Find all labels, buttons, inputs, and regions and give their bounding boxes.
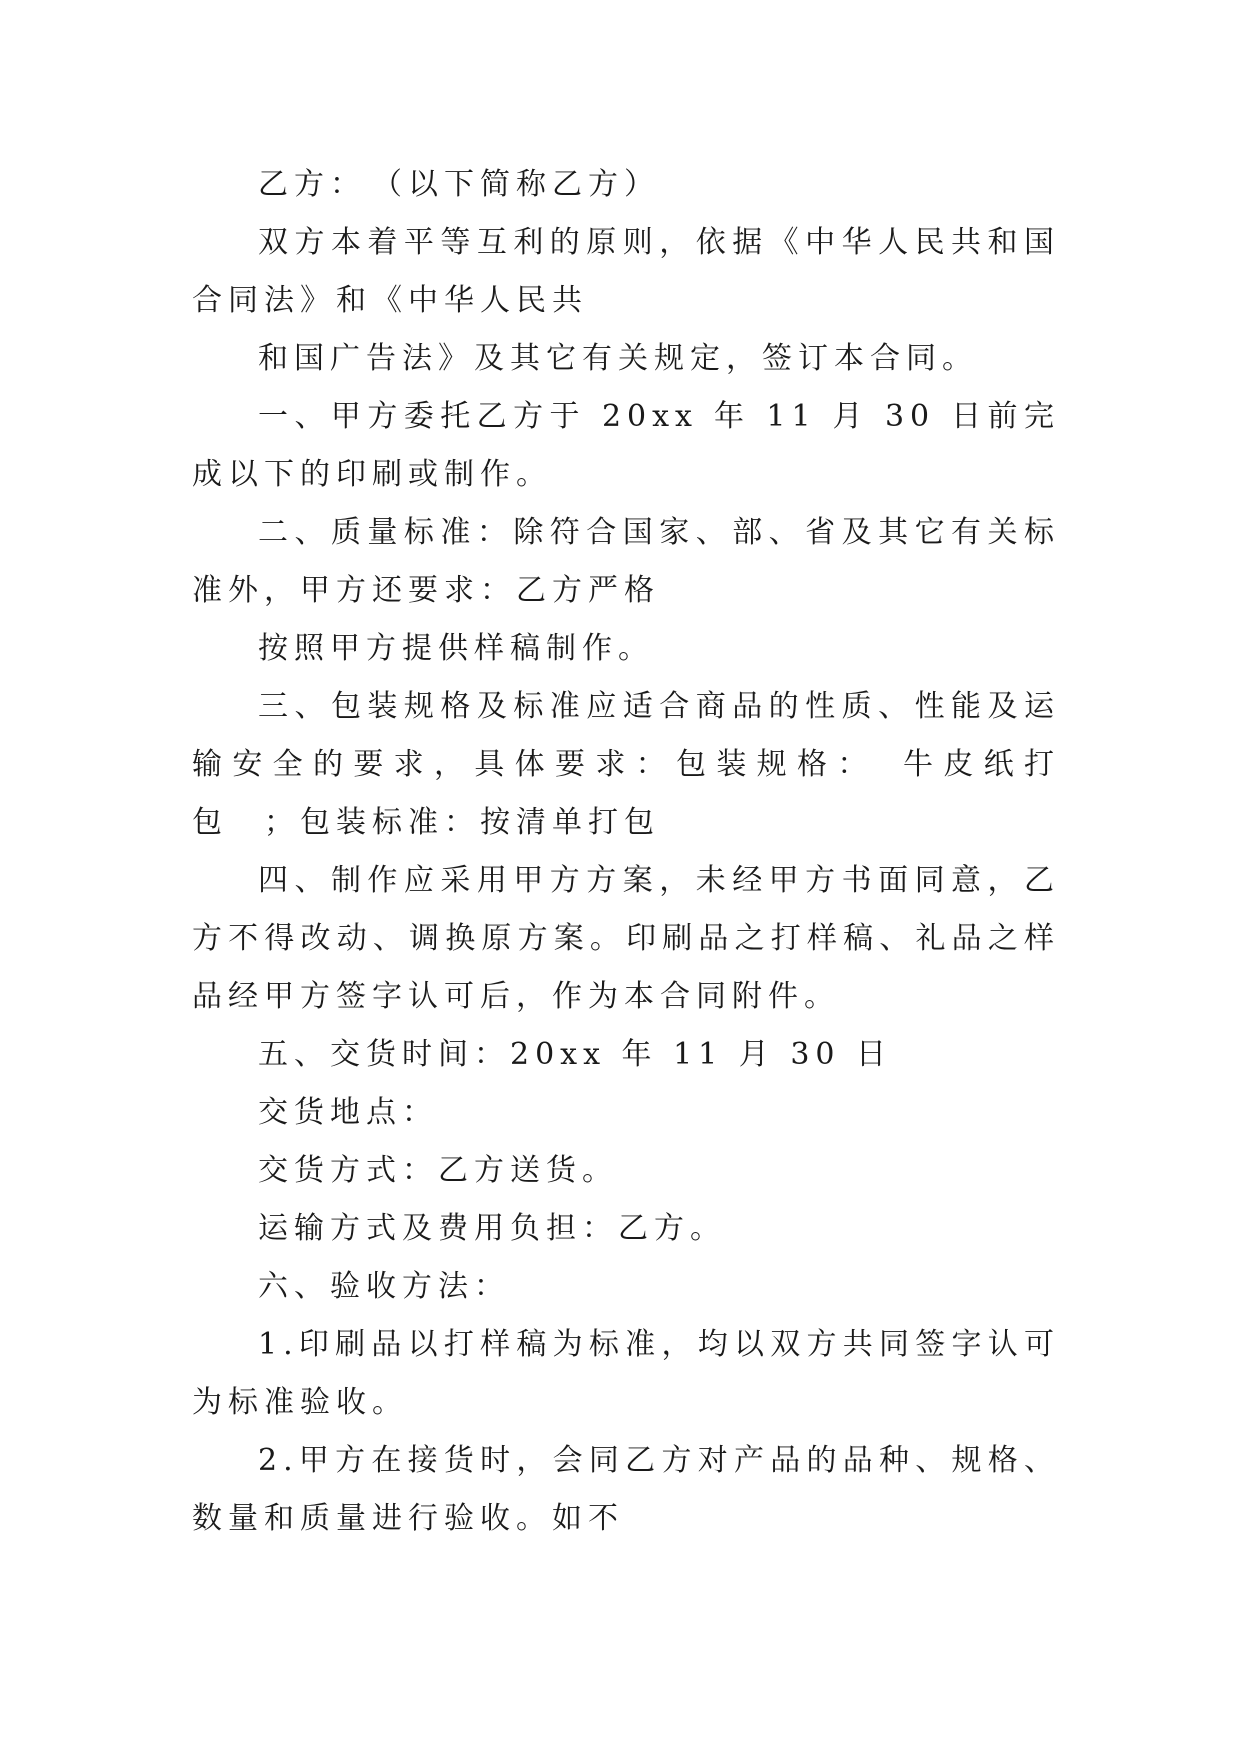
paragraph-clause-5-method: 交货方式：乙方送货。 [258, 1153, 618, 1188]
paragraph-clause-5-time: 五、交货时间：20xx 年 11 月 30 日 [258, 1037, 893, 1072]
document-body [192, 156, 1060, 1548]
paragraph-legal-basis-cont: 和国广告法》及其它有关规定，签订本合同。 [258, 341, 978, 376]
paragraph-clause-2: 二、质量标准：除符合国家、部、省及其它有关标准外，甲方还要求：乙方严格 [192, 515, 1060, 608]
paragraph-party-b: 乙方： （以下简称乙方） [258, 167, 660, 202]
paragraph-clause-5-transport: 运输方式及费用负担：乙方。 [258, 1211, 726, 1246]
paragraph-clause-3: 三、包装规格及标准应适合商品的性质、性能及运输安全的要求，具体要求：包装规格： 牛皮纸打包 ；包装标准：按清单打包 [192, 689, 1060, 840]
paragraph-clause-6-item-2: 2.甲方在接货时，会同乙方对产品的品种、规格、数量和质量进行验收。如不 [192, 1443, 1060, 1536]
paragraph-clause-5-place: 交货地点： [258, 1095, 438, 1130]
paragraph-legal-basis: 双方本着平等互利的原则，依据《中华人民共和国合同法》和《中华人民共 [192, 225, 1060, 318]
paragraph-clause-6-item-1: 1.印刷品以打样稿为标准，均以双方共同签字认可为标准验收。 [192, 1327, 1060, 1420]
paragraph-clause-1: 一、甲方委托乙方于 20xx 年 11 月 30 日前完成以下的印刷或制作。 [192, 399, 1060, 492]
paragraph-clause-6: 六、验收方法： [258, 1269, 510, 1304]
paragraph-clause-4: 四、制作应采用甲方方案，未经甲方书面同意，乙方不得改动、调换原方案。印刷品之打样稿、礼品之样品经甲方签字认可后，作为本合同附件。 [192, 863, 1060, 1014]
paragraph-clause-2-cont: 按照甲方提供样稿制作。 [258, 631, 654, 666]
